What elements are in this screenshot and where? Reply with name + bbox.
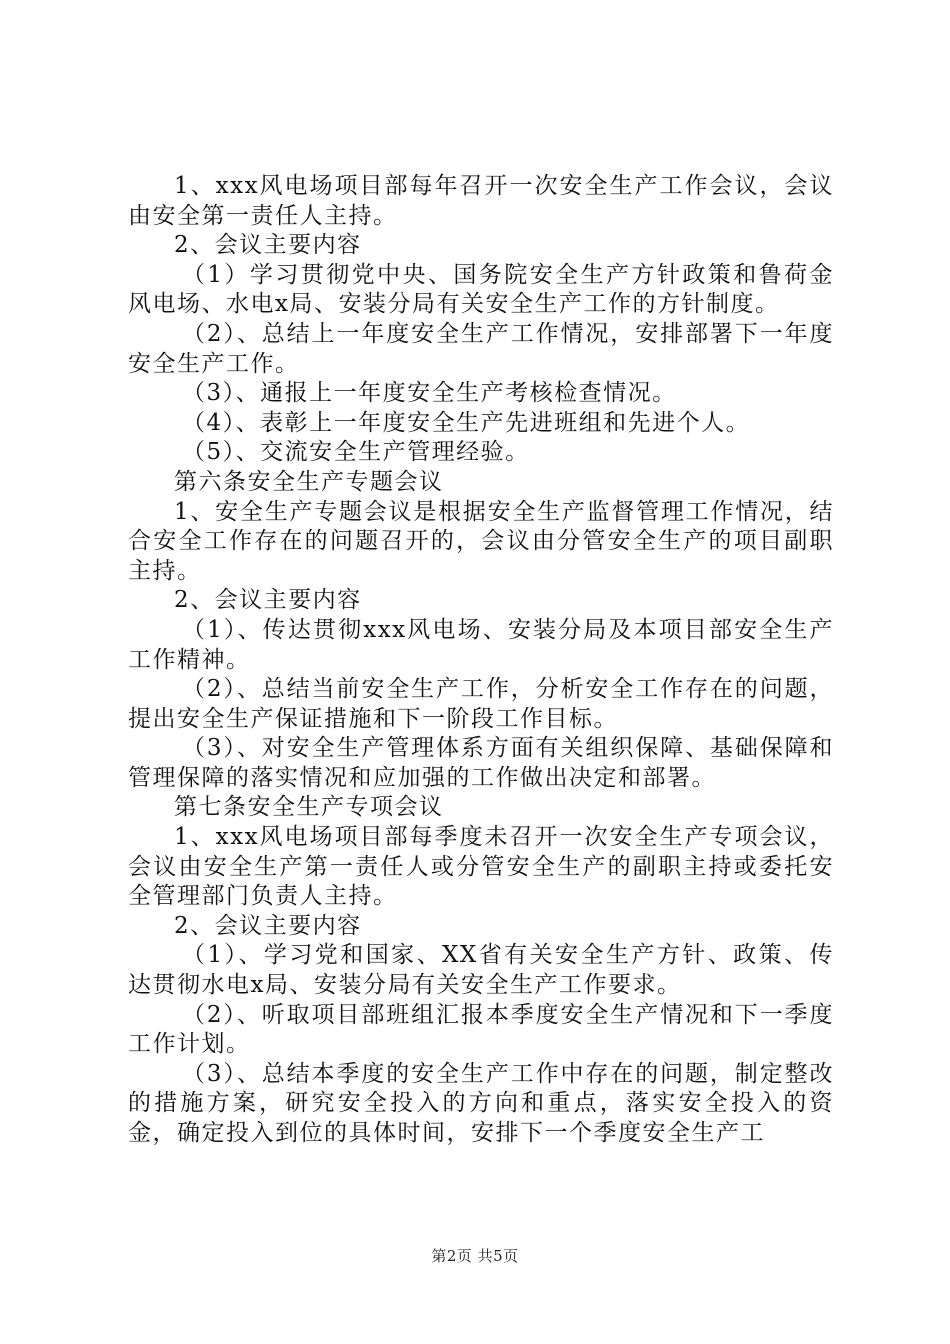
paragraph: （2）、听取项目部班组汇报本季度安全生产情况和下一季度工作计划。: [128, 1001, 834, 1058]
paragraph: （2）、总结当前安全生产工作，分析安全工作存在的问题，提出安全生产保证措施和下一阶段工作目标。: [128, 676, 834, 732]
paragraph: （3）、总结本季度的安全生产工作中存在的问题，制定整改的措施方案，研究安全投入的方向和重点，落实安全投入的资金，确定投入到位的具体时间，安排下一个季度安全生产工: [128, 1060, 834, 1146]
paragraph: （1）、学习党和国家、XX省有关安全生产方针、政策、传达贯彻水电x局、安装分局有关安全生产工作要求。: [128, 942, 834, 999]
paragraph: （3）、通报上一年度安全生产考核检查情况。: [182, 380, 677, 407]
paragraph: （1）、传达贯彻xxx风电场、安装分局及本项目部安全生产工作精神。: [128, 616, 834, 673]
paragraph: 第六条安全生产专题会议: [174, 468, 444, 495]
paragraph: （3）、对安全生产管理体系方面有关组织保障、基础保障和管理保障的落实情况和应加强的工作做出决定和部署。: [128, 735, 834, 791]
document-body: [128, 172, 834, 1149]
paragraph: （4）、表彰上一年度安全生产先进班组和先进个人。: [182, 409, 751, 436]
paragraph: 第七条安全生产专项会议: [174, 794, 444, 821]
paragraph: 1、安全生产专题会议是根据安全生产监督管理工作情况，结合安全工作存在的问题召开的，会议由分管安全生产的项目副职主持。: [128, 498, 834, 584]
paragraph: 2、会议主要内容: [174, 232, 362, 259]
page-footer: 第2页 共5页: [431, 1247, 519, 1265]
paragraph: （2）、总结上一年度安全生产工作情况，安排部署下一年度安全生产工作。: [128, 320, 834, 377]
paragraph: 1、xxx风电场项目部每季度未召开一次安全生产专项会议，会议由安全生产第一责任人或分管安全生产的副职主持或委托安全管理部门负责人主持。: [128, 824, 834, 910]
paragraph: （5）、交流安全生产管理经验。: [182, 439, 530, 466]
paragraph: 2、会议主要内容: [174, 587, 362, 614]
paragraph: 1、xxx风电场项目部每年召开一次安全生产工作会议，会议由安全第一责任人主持。: [128, 173, 834, 229]
paragraph: （1）学习贯彻党中央、国务院安全生产方针政策和鲁荷金风电场、水电x局、安装分局有关安全生产工作的方针制度。: [128, 261, 834, 318]
paragraph: 2、会议主要内容: [174, 912, 362, 939]
